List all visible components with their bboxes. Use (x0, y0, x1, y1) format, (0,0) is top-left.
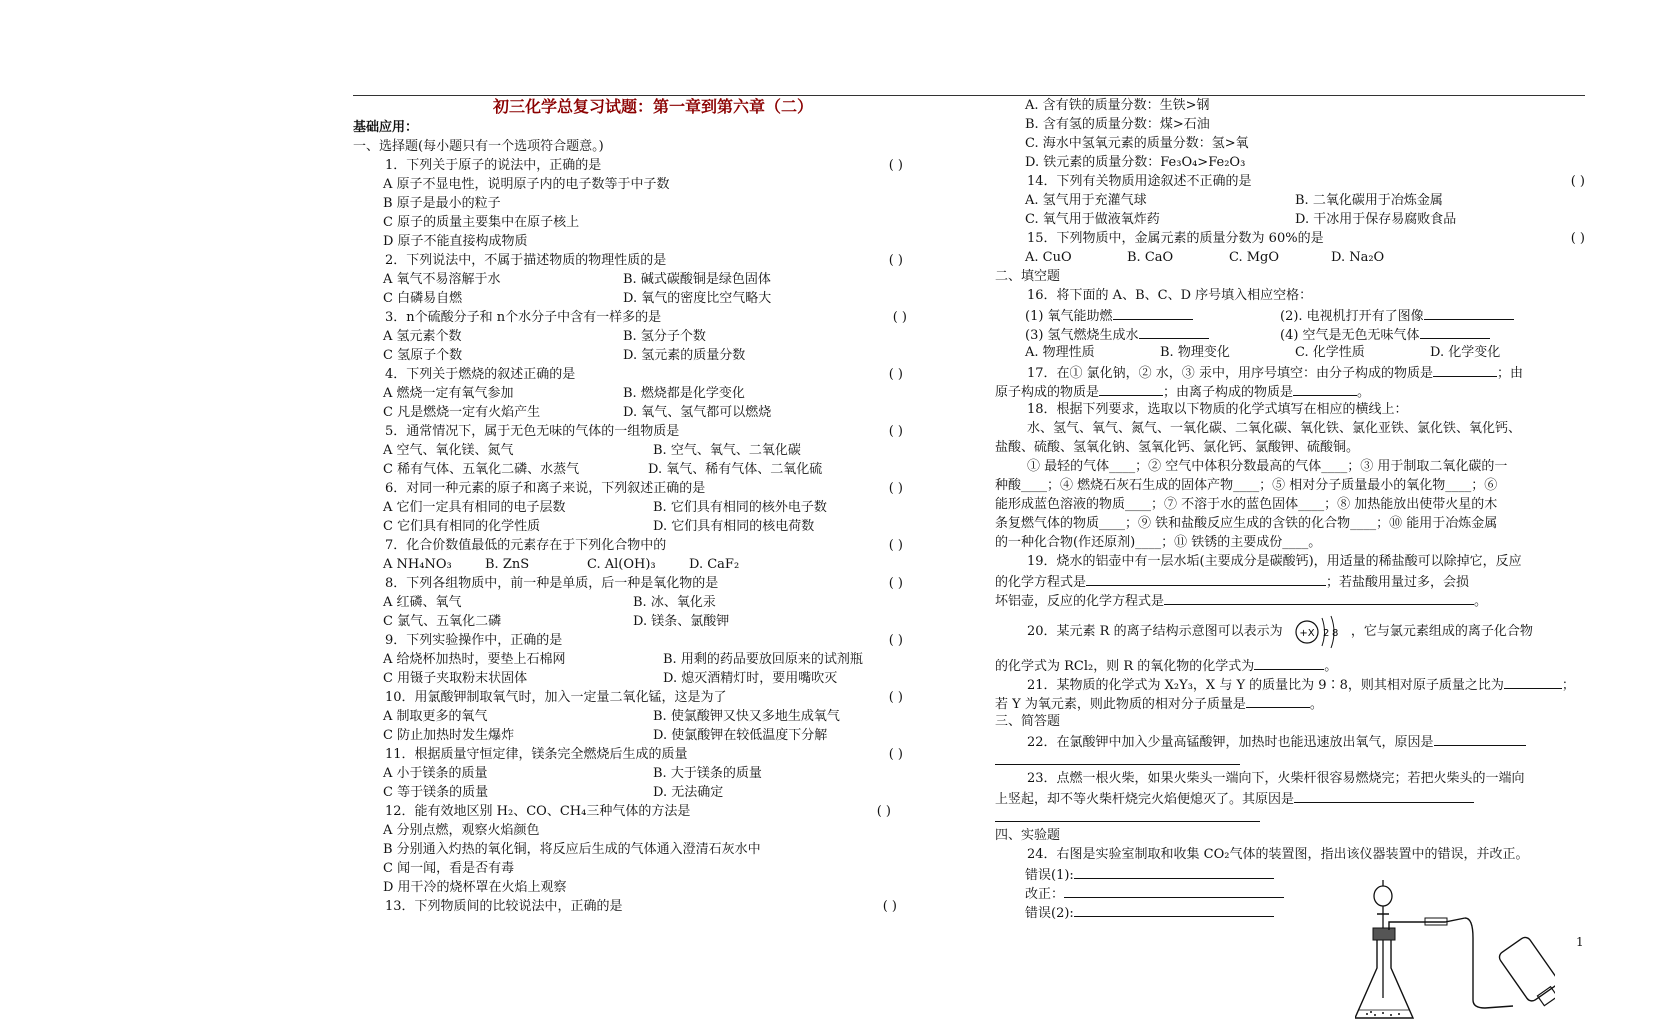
option-row (353, 327, 943, 346)
option: C 氢原子个数 (383, 348, 463, 363)
question-text: 20．某元素 R 的离子结构示意图可以表示为 (1027, 624, 1283, 639)
option-row (353, 517, 943, 536)
answer-paren: ( ) (888, 576, 903, 591)
option: D. 使氯酸钾在较低温度下分解 (653, 728, 828, 743)
question-text: 8．下列各组物质中，前一种是单质，后一种是氧化物的是 (385, 576, 719, 591)
option-row (353, 555, 943, 574)
option: D. 它们具有相同的核电荷数 (653, 519, 815, 534)
question-18: 18．根据下列要求，选取以下物质的化学式填写在相应的横线上： (1027, 402, 1408, 417)
answer-blank[interactable] (1293, 381, 1357, 396)
option: D. 熄灭酒精灯时，要用嘴吹灭 (663, 671, 838, 686)
page-number: 1 (1576, 935, 1584, 949)
option: B. 二氧化碳用于冶炼金属 (1295, 193, 1443, 208)
fill-label: (3) 氢气燃烧生成水 (1025, 328, 1139, 343)
answer-paren: ( ) (888, 633, 903, 648)
nucleus-label: +X (1299, 627, 1315, 639)
question-text: 2．下列说法中，不属于描述物质的物理性质的是 (385, 253, 667, 268)
option: A 原子不显电性，说明原子内的电子数等于中子数 (383, 177, 670, 192)
answer-blank[interactable] (1424, 305, 1514, 320)
answer-paren: ( ) (892, 310, 907, 325)
option: D. 氧气的密度比空气略大 (623, 291, 772, 306)
ion-structure-diagram (1293, 613, 1341, 651)
question-text: 坏铝壶，反应的化学方程式是 (995, 594, 1165, 609)
option: B. 含有氢的质量分数：煤>石油 (1025, 117, 1210, 132)
answer-blank[interactable] (995, 807, 1260, 822)
substance-list: 水、氢气、氧气、氮气、一氧化碳、二氧化碳、氧化铁、氯化亚铁、氯化铁、氧化钙、 (1027, 421, 1522, 436)
answer-blank[interactable] (1164, 590, 1474, 605)
answer-blank[interactable] (1064, 883, 1284, 898)
co2-apparatus-diagram (1355, 878, 1555, 1024)
option: A NH₄NO₃ (383, 557, 452, 572)
option: D. Na₂O (1331, 250, 1385, 265)
option: D. 氧气、氢气都可以燃烧 (623, 405, 772, 420)
question-text: 5．通常情况下，属于无色无味的气体的一组物质是 (385, 424, 680, 439)
answer-blank[interactable] (1434, 731, 1526, 746)
answer-blank[interactable] (1074, 902, 1274, 917)
part4-heading: 四、实验题 (995, 828, 1061, 843)
question-18-line: 条复燃气体的物质____；⑨ 铁和盐酸反应生成的含铁的化合物____；⑩ 能用于冶炼金属 (995, 516, 1498, 531)
question-15 (995, 229, 1585, 248)
question-text: 原子构成的物质是 (995, 385, 1100, 400)
option: A. 氢气用于充灌气球 (1025, 193, 1147, 208)
question-text: 7．化合价数值最低的元素存在于下列化合物中的 (385, 538, 667, 553)
option: C 它们具有相同的化学性质 (383, 519, 541, 534)
fill-item (1280, 324, 1490, 343)
shell-1-electrons: 2 (1322, 627, 1330, 639)
option-row (995, 248, 1585, 267)
question-text: ；由 (1496, 366, 1523, 381)
answer-blank[interactable] (1099, 381, 1163, 396)
option: C 原子的质量主要集中在原子核上 (383, 215, 580, 230)
question-12 (353, 802, 943, 821)
question-2 (353, 251, 943, 270)
question-9 (353, 631, 943, 650)
fill-label: (1) 氧气能助燃 (1025, 309, 1113, 324)
question-19-cont (995, 590, 1585, 609)
question-16: 16．将下面的 A、B、C、D 序号填入相应空格： (1027, 288, 1313, 303)
question-text: 21．某物质的化学式为 X₂Y₃，X 与 Y 的质量比为 9∶8，则其相对原子质量之比为 (1027, 678, 1504, 693)
shell-2-electrons: 8 (1331, 627, 1339, 639)
question-text: 的化学方程式是 (995, 575, 1087, 590)
question-text: 4．下列关于燃烧的叙述正确的是 (385, 367, 576, 382)
question-text: 。 (1474, 594, 1488, 609)
option: C. Al(OH)₃ (587, 557, 656, 572)
option: D. 氧气、稀有气体、二氧化硫 (648, 462, 823, 477)
option: B. 它们具有相同的核外电子数 (653, 500, 827, 515)
option-row (353, 783, 943, 802)
option-row (353, 384, 943, 403)
option-row (995, 343, 1585, 362)
option: D. 无法确定 (653, 785, 724, 800)
option: C 氯气、五氧化二磷 (383, 614, 502, 629)
option-row (353, 289, 943, 308)
option: B. 碱式碳酸铜是绿色固体 (623, 272, 771, 287)
question-21-cont (995, 693, 1585, 712)
option: C 防止加热时发生爆炸 (383, 728, 515, 743)
option: C 稀有气体、五氧化二磷、水蒸气 (383, 462, 580, 477)
fill-label: 改正： (1025, 887, 1065, 902)
answer-paren: ( ) (876, 804, 891, 819)
question-23: 23．点燃一根火柴，如果火柴头一端向下，火柴杆很容易燃烧完；若把火柴头的一端向 (1027, 771, 1525, 786)
option: D. 铁元素的质量分数：Fe₃O₄>Fe₂O₃ (1025, 155, 1246, 170)
question-text: 22．在氯酸钾中加入少量高锰酸钾，加热时也能迅速放出氧气，原因是 (1027, 735, 1434, 750)
question-text: 3．n个硫酸分子和 n个水分子中含有一样多的是 (385, 310, 662, 325)
answer-blank[interactable] (995, 750, 1240, 765)
question-20 (995, 609, 1585, 655)
question-24: 24．右图是实验室制取和收集 CO₂气体的装置图，指出该仪器装置中的错误，并改正。 (1027, 847, 1529, 862)
question-text: ；由离子构成的物质是 (1163, 385, 1294, 400)
question-text: 若 Y 为氧元素，则此物质的相对分子质量是 (995, 697, 1246, 712)
option-row (353, 270, 943, 289)
question-text: 13．下列物质间的比较说法中，正确的是 (385, 899, 623, 914)
question-7 (353, 536, 943, 555)
question-text: 。 (1309, 697, 1323, 712)
option-row (353, 650, 943, 669)
option: A 空气、氧化镁、氮气 (383, 443, 514, 458)
part2-heading: 二、填空题 (995, 269, 1061, 284)
question-4 (353, 365, 943, 384)
option-row (353, 764, 943, 783)
answer-blank[interactable] (1420, 324, 1490, 339)
question-17 (995, 362, 1585, 381)
fill-label: 错误(1): (1025, 868, 1074, 883)
option: B. 物理变化 (1160, 345, 1230, 360)
answer-blank[interactable] (1294, 788, 1474, 803)
question-14 (995, 172, 1585, 191)
question-text: 1．下列关于原子的说法中，正确的是 (385, 158, 602, 173)
question-text: ，它与氯元素组成的离子化合物 (1350, 624, 1533, 639)
answer-paren: ( ) (882, 899, 897, 914)
answer-blank[interactable] (1254, 655, 1324, 670)
answer-paren: ( ) (1570, 174, 1585, 189)
option: C. MgO (1229, 250, 1280, 265)
option-row (353, 346, 943, 365)
option-row (353, 403, 943, 422)
answer-paren: ( ) (888, 538, 903, 553)
option: A 给烧杯加热时，要垫上石棉网 (383, 652, 566, 667)
question-6 (353, 479, 943, 498)
question-text: 17．在① 氯化钠，② 水，③ 汞中，用序号填空：由分子构成的物质是 (1027, 366, 1433, 381)
option: A 氧气不易溶解于水 (383, 272, 501, 287)
fill-label: (2). 电视机打开有了图像 (1280, 309, 1424, 324)
option: A 红磷、氧气 (383, 595, 462, 610)
answer-blank[interactable] (1139, 324, 1209, 339)
question-5 (353, 422, 943, 441)
option: C. 氧气用于做液氧炸药 (1025, 212, 1160, 227)
option: A 制取更多的氧气 (383, 709, 488, 724)
option: C 闻一闻，看是否有毒 (383, 861, 515, 876)
question-text: 。 (1324, 659, 1338, 674)
option-row (995, 191, 1585, 210)
option: D 用干冷的烧杯罩在火焰上观察 (383, 880, 567, 895)
option: A 它们一定具有相同的电子层数 (383, 500, 566, 515)
question-20-cont (995, 655, 1585, 674)
option: B. ZnS (485, 557, 530, 572)
question-3 (353, 308, 943, 327)
right-column (995, 96, 1585, 921)
option: B. CaO (1127, 250, 1174, 265)
option: C 等于镁条的质量 (383, 785, 489, 800)
option: D. 化学变化 (1430, 345, 1501, 360)
question-1 (353, 156, 943, 175)
question-text: ； (1561, 678, 1575, 693)
option: B 原子是最小的粒子 (383, 196, 501, 211)
left-column (353, 96, 943, 916)
answer-paren: ( ) (888, 367, 903, 382)
question-23-cont (995, 788, 1585, 807)
question-text: 12．能有效地区别 H₂、CO、CH₄三种气体的方法是 (385, 804, 691, 819)
answer-paren: ( ) (888, 690, 903, 705)
fill-row (995, 305, 1585, 324)
answer-line (995, 750, 1585, 769)
option: B. 大于镁条的质量 (653, 766, 762, 781)
question-8 (353, 574, 943, 593)
fill-item (1280, 305, 1514, 324)
page-title: 初三化学总复习试题：第一章到第六章（二） (492, 97, 813, 116)
answer-paren: ( ) (888, 158, 903, 173)
option: B. 空气、氧气、二氧化碳 (653, 443, 801, 458)
option-row (353, 441, 943, 460)
question-text: 14．下列有关物质用途叙述不正确的是 (1027, 174, 1252, 189)
question-10 (353, 688, 943, 707)
answer-blank[interactable] (1246, 693, 1310, 708)
option: B. 使氯酸钾又快又多地生成氧气 (653, 709, 840, 724)
question-text: 6．对同一种元素的原子和离子来说，下列叙述正确的是 (385, 481, 706, 496)
fill-item (1025, 324, 1280, 343)
answer-paren: ( ) (888, 253, 903, 268)
question-18-line: 种酸____；④ 燃烧石灰石生成的固体产物____；⑤ 相对分子质量最小的氧化物____；⑥ (995, 478, 1498, 493)
section-heading: 基础应用： (353, 120, 419, 135)
option-row (353, 612, 943, 631)
option: B. 氢分子个数 (623, 329, 706, 344)
question-19-cont (995, 571, 1585, 590)
part3-heading: 三、简答题 (995, 714, 1061, 729)
option: D. CaF₂ (689, 557, 740, 572)
question-18-line: 能形成蓝色溶液的物质____；⑦ 不溶于水的蓝色固体____；⑧ 加热能放出使带火星的木 (995, 497, 1498, 512)
option: A 小于镁条的质量 (383, 766, 488, 781)
answer-blank[interactable] (1113, 305, 1193, 320)
question-text: 10．用氯酸钾制取氧气时，加入一定量二氧化锰，这是为了 (385, 690, 727, 705)
answer-paren: ( ) (888, 747, 903, 762)
option-row (353, 726, 943, 745)
fill-label: 错误(2): (1025, 906, 1074, 921)
answer-blank[interactable] (1086, 571, 1326, 586)
option: C 白磷易自燃 (383, 291, 463, 306)
option-row (353, 460, 943, 479)
option: A. 含有铁的质量分数：生铁>钢 (1025, 98, 1210, 113)
question-text: 9．下列实验操作中，正确的是 (385, 633, 563, 648)
option: C. 海水中氢氧元素的质量分数：氢>氧 (1025, 136, 1249, 151)
option: D. 氢元素的质量分数 (623, 348, 746, 363)
part1-heading: 一、选择题(每小题只有一个选项符合题意。) (353, 139, 604, 154)
option-row (353, 593, 943, 612)
option: B. 用剩的药品要放回原来的试剂瓶 (663, 652, 863, 667)
question-11 (353, 745, 943, 764)
option: A 氢元素个数 (383, 329, 462, 344)
option: C 用镊子夹取粉末状固体 (383, 671, 528, 686)
question-18-line: ① 最轻的气体____；② 空气中体积分数最高的气体____；③ 用于制取二氧化碳的一 (1027, 459, 1508, 474)
option: A. CuO (1025, 250, 1072, 265)
option: C 凡是燃烧一定有火焰产生 (383, 405, 541, 420)
question-text: ；若盐酸用量过多，会损 (1326, 575, 1470, 590)
option-row (353, 669, 943, 688)
fill-label: (4) 空气是无色无味气体 (1280, 328, 1420, 343)
question-21 (995, 674, 1585, 693)
option: A. 物理性质 (1025, 345, 1095, 360)
option-row (353, 707, 943, 726)
option: C. 化学性质 (1295, 345, 1365, 360)
option: D. 镁条、氯酸钾 (633, 614, 730, 629)
option: A 燃烧一定有氧气参加 (383, 386, 514, 401)
question-text: 。 (1357, 385, 1371, 400)
question-text: 11．根据质量守恒定律，镁条完全燃烧后生成的质量 (385, 747, 688, 762)
option: B. 燃烧都是化学变化 (623, 386, 745, 401)
option: D 原子不能直接构成物质 (383, 234, 528, 249)
question-22 (995, 731, 1585, 750)
option: A 分别点燃，观察火焰颜色 (383, 823, 540, 838)
question-text: 上竖起，却不等火柴杆烧完火焰便熄灭了。其原因是 (995, 792, 1295, 807)
fill-item (1025, 305, 1280, 324)
answer-blank[interactable] (1433, 362, 1497, 377)
question-17-cont (995, 381, 1585, 400)
option: D. 干冰用于保存易腐败食品 (1295, 212, 1457, 227)
option-row (353, 498, 943, 517)
answer-paren: ( ) (888, 424, 903, 439)
option-row (995, 210, 1585, 229)
question-19: 19．烧水的铝壶中有一层水垢(主要成分是碳酸钙)，用适量的稀盐酸可以除掉它，反应 (1027, 554, 1522, 569)
answer-line (995, 807, 1585, 826)
option: B. 冰、氧化汞 (633, 595, 716, 610)
answer-blank[interactable] (1074, 864, 1274, 879)
question-13 (353, 897, 943, 916)
answer-paren: ( ) (1570, 231, 1585, 246)
option: B 分别通入灼热的氧化铜，将反应后生成的气体通入澄清石灰水中 (383, 842, 761, 857)
fill-row (995, 324, 1585, 343)
question-18-line: 的一种化合物(作还原剂)____；⑪ 铁锈的主要成份____。 (995, 535, 1322, 550)
substance-list: 盐酸、硫酸、氢氧化钠、氢氧化钙、氯化钙、氯酸钾、硫酸铜。 (995, 440, 1360, 455)
question-text: 的化学式为 RCl₂，则 R 的氧化物的化学式为 (995, 659, 1255, 674)
answer-paren: ( ) (888, 481, 903, 496)
answer-blank[interactable] (1504, 674, 1562, 689)
question-text: 15．下列物质中，金属元素的质量分数为 60%的是 (1027, 231, 1324, 246)
